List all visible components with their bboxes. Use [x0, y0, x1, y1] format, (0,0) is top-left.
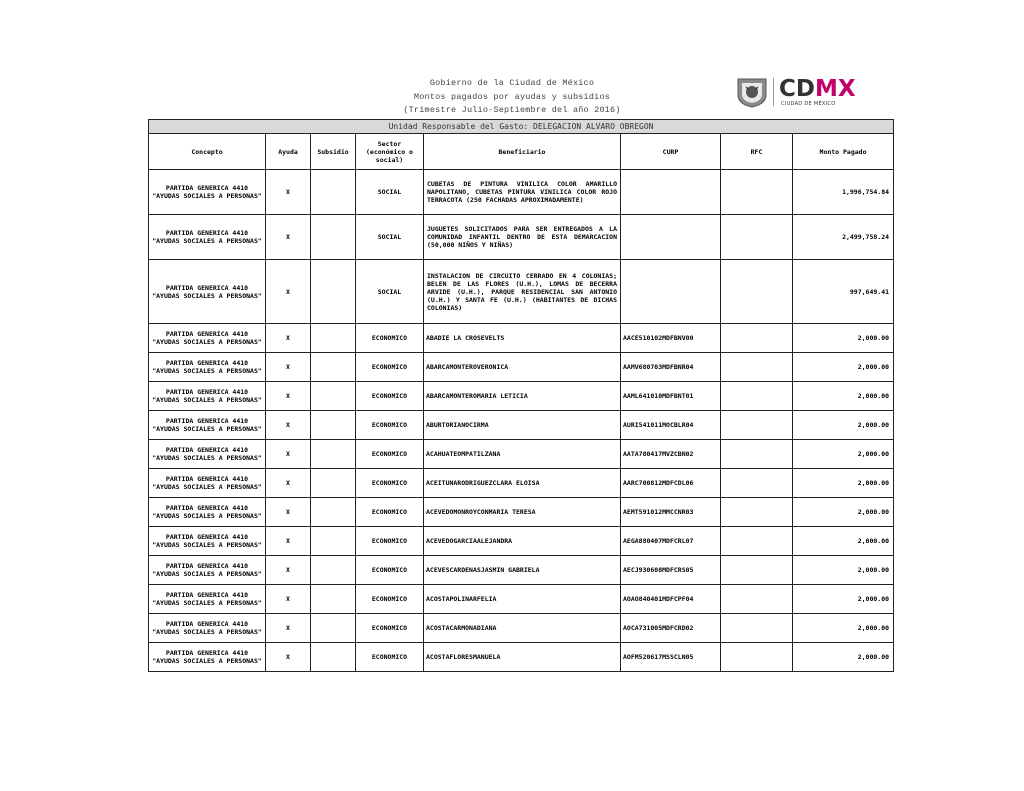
cell-subsidio — [311, 469, 356, 498]
cell-sector: ECONOMICO — [356, 498, 424, 527]
cell-rfc — [721, 469, 793, 498]
cell-concepto: PARTIDA GENERICA 4410 "AYUDAS SOCIALES A PERSONAS" — [149, 260, 266, 324]
cell-beneficiario: ABADIE LA CROSEVELTS — [424, 324, 621, 353]
table-row — [149, 440, 894, 469]
cell-beneficiario: ACOSTAPOLINARFELIA — [424, 585, 621, 614]
cell-beneficiario: ACOSTAFLORESMANUELA — [424, 643, 621, 672]
cell-concepto: PARTIDA GENERICA 4410 "AYUDAS SOCIALES A PERSONAS" — [149, 382, 266, 411]
table-row — [149, 498, 894, 527]
cell-ayuda: X — [266, 440, 311, 469]
cell-subsidio — [311, 324, 356, 353]
col-header-curp: CURP — [621, 134, 721, 170]
cell-monto: 2,000.00 — [793, 324, 894, 353]
table-row — [149, 585, 894, 614]
table-row — [149, 469, 894, 498]
cell-curp: AARC700812MDFCDL06 — [621, 469, 721, 498]
cell-rfc — [721, 170, 793, 215]
cell-ayuda: X — [266, 353, 311, 382]
cell-curp — [621, 260, 721, 324]
cell-monto: 2,000.00 — [793, 411, 894, 440]
cell-ayuda: X — [266, 260, 311, 324]
cell-ayuda: X — [266, 614, 311, 643]
cell-monto: 2,000.00 — [793, 353, 894, 382]
cell-subsidio — [311, 411, 356, 440]
cell-curp: AOCA731005MDFCRD02 — [621, 614, 721, 643]
col-header-beneficiario: Beneficiario — [424, 134, 621, 170]
cell-rfc — [721, 643, 793, 672]
cell-beneficiario: ACAHUATEOMPATILZANA — [424, 440, 621, 469]
col-header-concepto: Concepto — [149, 134, 266, 170]
table-row — [149, 643, 894, 672]
cdmx-logo — [735, 76, 875, 110]
cell-ayuda: X — [266, 469, 311, 498]
col-header-ayuda: Ayuda — [266, 134, 311, 170]
cell-beneficiario: ABARCAMONTEROVERONICA — [424, 353, 621, 382]
cell-beneficiario: ABARCAMONTEROMARIA LETICIA — [424, 382, 621, 411]
logo-subtitle: CIUDAD DE MÉXICO — [781, 101, 836, 107]
cell-concepto: PARTIDA GENERICA 4410 "AYUDAS SOCIALES A PERSONAS" — [149, 353, 266, 382]
cell-curp: AOAO840401MDFCPF04 — [621, 585, 721, 614]
cell-concepto: PARTIDA GENERICA 4410 "AYUDAS SOCIALES A PERSONAS" — [149, 643, 266, 672]
cell-concepto: PARTIDA GENERICA 4410 "AYUDAS SOCIALES A PERSONAS" — [149, 585, 266, 614]
cell-monto: 2,000.00 — [793, 527, 894, 556]
table-row — [149, 170, 894, 215]
cell-concepto: PARTIDA GENERICA 4410 "AYUDAS SOCIALES A PERSONAS" — [149, 556, 266, 585]
cell-ayuda: X — [266, 215, 311, 260]
cell-subsidio — [311, 556, 356, 585]
report-period: (Trimestre Julio-Septiembre del año 2016) — [403, 105, 621, 115]
cell-sector: ECONOMICO — [356, 614, 424, 643]
cell-ayuda: X — [266, 643, 311, 672]
cell-rfc — [721, 324, 793, 353]
cell-ayuda: X — [266, 556, 311, 585]
cell-monto: 1,996,754.84 — [793, 170, 894, 215]
cell-ayuda: X — [266, 170, 311, 215]
table-row — [149, 324, 894, 353]
cell-rfc — [721, 556, 793, 585]
cell-subsidio — [311, 527, 356, 556]
cell-ayuda: X — [266, 585, 311, 614]
cell-monto: 2,000.00 — [793, 614, 894, 643]
responsible-unit-label: Unidad Responsable del Gasto: DELEGACION ALVARO OBREGON — [149, 120, 894, 134]
cell-curp: AEMT591012MMCCNR03 — [621, 498, 721, 527]
cell-ayuda: X — [266, 527, 311, 556]
cell-sector: ECONOMICO — [356, 527, 424, 556]
cell-rfc — [721, 440, 793, 469]
table-row — [149, 411, 894, 440]
cell-sector: ECONOMICO — [356, 643, 424, 672]
table-row — [149, 614, 894, 643]
table-row — [149, 215, 894, 260]
cell-concepto: PARTIDA GENERICA 4410 "AYUDAS SOCIALES A PERSONAS" — [149, 324, 266, 353]
col-header-subsidio: Subsidio — [311, 134, 356, 170]
cell-sector: ECONOMICO — [356, 411, 424, 440]
cell-monto: 2,000.00 — [793, 643, 894, 672]
cell-curp — [621, 170, 721, 215]
cell-beneficiario: ABURTORIANOCIRMA — [424, 411, 621, 440]
cell-concepto: PARTIDA GENERICA 4410 "AYUDAS SOCIALES A PERSONAS" — [149, 170, 266, 215]
cell-concepto: PARTIDA GENERICA 4410 "AYUDAS SOCIALES A PERSONAS" — [149, 614, 266, 643]
cell-monto: 2,000.00 — [793, 382, 894, 411]
cell-monto: 2,000.00 — [793, 556, 894, 585]
cell-rfc — [721, 498, 793, 527]
cell-beneficiario: ACEVESCARDENASJASMIN GABRIELA — [424, 556, 621, 585]
cell-beneficiario: ACEVEDOGARCIAALEJANDRA — [424, 527, 621, 556]
cell-sector: ECONOMICO — [356, 353, 424, 382]
cell-curp: AAML641010MDFBNT01 — [621, 382, 721, 411]
cell-sector: SOCIAL — [356, 170, 424, 215]
cell-subsidio — [311, 498, 356, 527]
cell-rfc — [721, 382, 793, 411]
cdmx-seal-icon — [735, 77, 769, 108]
logo-separator — [773, 78, 774, 106]
cell-beneficiario: INSTALACION DE CIRCUITO CERRADO EN 4 COLONIAS; BELEN DE LAS FLORES (U.H.), LOMAS DE BECERRA ARVIDE (U.H.), PARQUE RESIDENCIAL SAN ANTONIO (U.H.) Y SANTA FE (U.H.) (HABITANTES DE DICHAS COLONIAS) — [424, 260, 621, 324]
table-row — [149, 260, 894, 324]
cell-beneficiario: JUGUETES SOLICITADOS PARA SER ENTREGADOS A LA COMUNIDAD INFANTIL DENTRO DE ESTA DEMARCACION (50,000 NIÑOS Y NIÑAS) — [424, 215, 621, 260]
cell-curp: AECJ930608MDFCRS05 — [621, 556, 721, 585]
cell-rfc — [721, 353, 793, 382]
cell-subsidio — [311, 643, 356, 672]
cell-rfc — [721, 411, 793, 440]
cell-rfc — [721, 585, 793, 614]
cell-concepto: PARTIDA GENERICA 4410 "AYUDAS SOCIALES A PERSONAS" — [149, 498, 266, 527]
cell-concepto: PARTIDA GENERICA 4410 "AYUDAS SOCIALES A PERSONAS" — [149, 469, 266, 498]
col-header-sector: Sector (económico o social) — [356, 134, 424, 170]
cell-rfc — [721, 260, 793, 324]
cell-subsidio — [311, 170, 356, 215]
cell-curp: AEGA880407MDFCRL07 — [621, 527, 721, 556]
cell-rfc — [721, 215, 793, 260]
cell-concepto: PARTIDA GENERICA 4410 "AYUDAS SOCIALES A PERSONAS" — [149, 411, 266, 440]
table-row — [149, 382, 894, 411]
cell-sector: ECONOMICO — [356, 382, 424, 411]
cell-subsidio — [311, 260, 356, 324]
cell-monto: 2,499,758.24 — [793, 215, 894, 260]
cell-subsidio — [311, 215, 356, 260]
cell-subsidio — [311, 440, 356, 469]
cell-beneficiario: ACEVEDOMONROYCONMARIA TERESA — [424, 498, 621, 527]
cell-sector: ECONOMICO — [356, 556, 424, 585]
payments-table — [148, 119, 894, 672]
cell-beneficiario: ACOSTACARMONADIANA — [424, 614, 621, 643]
table-row — [149, 527, 894, 556]
cell-curp: AATA780417MVZCBN02 — [621, 440, 721, 469]
logo-wordmark: CDMX — [779, 76, 856, 102]
cell-concepto: PARTIDA GENERICA 4410 "AYUDAS SOCIALES A PERSONAS" — [149, 440, 266, 469]
cell-sector: ECONOMICO — [356, 585, 424, 614]
cell-concepto: PARTIDA GENERICA 4410 "AYUDAS SOCIALES A PERSONAS" — [149, 215, 266, 260]
col-header-monto: Monto Pagado — [793, 134, 894, 170]
cell-ayuda: X — [266, 411, 311, 440]
table-row — [149, 353, 894, 382]
cell-sector: ECONOMICO — [356, 440, 424, 469]
cell-beneficiario: CUBETAS DE PINTURA VINILICA COLOR AMARILLO NAPOLITANO, CUBETAS PINTURA VINILICA COLOR ROJO TERRACOTA (250 FACHADAS APROXIMADAMENTE) — [424, 170, 621, 215]
cell-ayuda: X — [266, 382, 311, 411]
cell-monto: 2,000.00 — [793, 498, 894, 527]
cell-curp — [621, 215, 721, 260]
cell-curp: AACE510102MDFBNV00 — [621, 324, 721, 353]
cell-curp: AAMV680703MDFBNR04 — [621, 353, 721, 382]
report-subtitle: Montos pagados por ayudas y subsidios — [413, 92, 611, 102]
cell-monto: 2,000.00 — [793, 469, 894, 498]
cell-monto: 997,649.41 — [793, 260, 894, 324]
cell-ayuda: X — [266, 498, 311, 527]
cell-sector: ECONOMICO — [356, 324, 424, 353]
cell-monto: 2,000.00 — [793, 585, 894, 614]
cell-curp: AOFM520617MSSCLN05 — [621, 643, 721, 672]
cell-rfc — [721, 527, 793, 556]
cell-monto: 2,000.00 — [793, 440, 894, 469]
cell-curp: AURI541011MOCBLR04 — [621, 411, 721, 440]
cell-sector: SOCIAL — [356, 260, 424, 324]
cell-rfc — [721, 614, 793, 643]
cell-sector: ECONOMICO — [356, 469, 424, 498]
cell-sector: SOCIAL — [356, 215, 424, 260]
report-title: Gobierno de la Ciudad de México — [429, 78, 595, 88]
cell-subsidio — [311, 353, 356, 382]
cell-ayuda: X — [266, 324, 311, 353]
table-row — [149, 556, 894, 585]
cell-subsidio — [311, 585, 356, 614]
cell-beneficiario: ACEITUNARODRIGUEZCLARA ELOISA — [424, 469, 621, 498]
col-header-rfc: RFC — [721, 134, 793, 170]
cell-concepto: PARTIDA GENERICA 4410 "AYUDAS SOCIALES A PERSONAS" — [149, 527, 266, 556]
cell-subsidio — [311, 614, 356, 643]
cell-subsidio — [311, 382, 356, 411]
